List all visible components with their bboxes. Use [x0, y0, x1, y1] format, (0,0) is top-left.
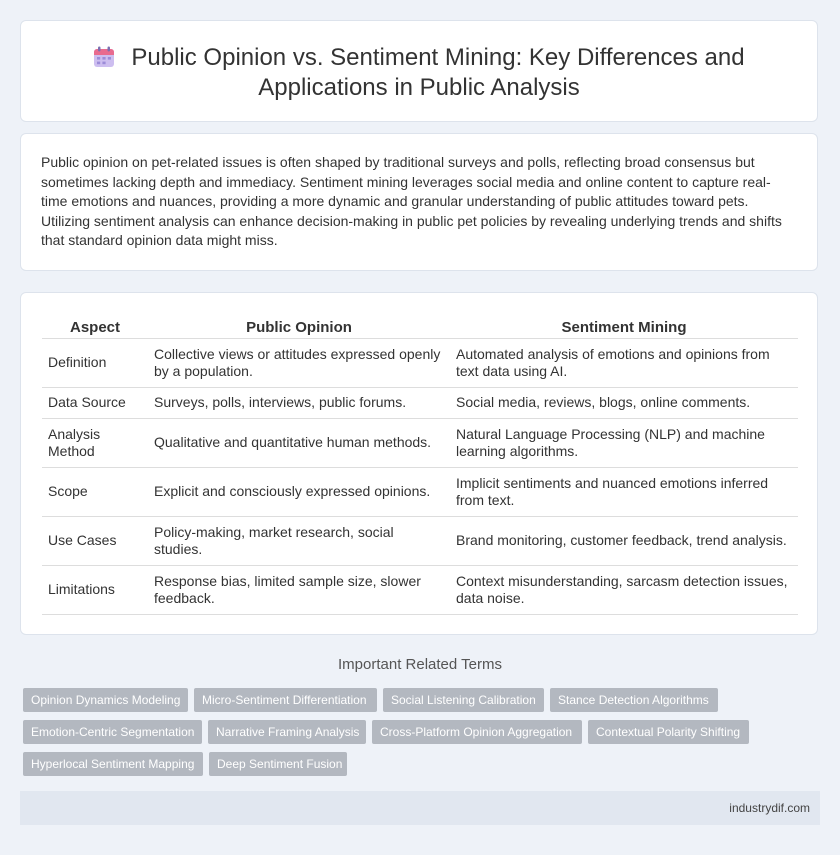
tag-emotion-centric-segmentation[interactable]: Emotion-Centric Segmentation	[23, 720, 202, 744]
table-row	[42, 468, 798, 517]
title-line-1: Public Opinion vs. Sentiment Mining: Key Differences and	[131, 44, 745, 71]
row-sentiment-mining: Social media, reviews, blogs, online comments.	[450, 388, 798, 419]
row-aspect: Use Cases	[42, 517, 148, 566]
tag-deep-sentiment-fusion[interactable]: Deep Sentiment Fusion	[209, 752, 347, 776]
header-aspect: Aspect	[42, 314, 148, 339]
table-row	[42, 566, 798, 615]
table-row	[42, 419, 798, 468]
table-row	[42, 339, 798, 388]
tag-contextual-polarity-shifting[interactable]: Contextual Polarity Shifting	[588, 720, 749, 744]
comparison-table	[42, 314, 798, 615]
row-public-opinion: Collective views or attitudes expressed openly by a population.	[148, 339, 450, 388]
title-line-2: Applications in Public Analysis	[258, 74, 580, 101]
title-card	[20, 20, 818, 122]
row-aspect: Data Source	[42, 388, 148, 419]
table-row	[42, 517, 798, 566]
row-aspect: Limitations	[42, 566, 148, 615]
row-public-opinion: Surveys, polls, interviews, public forums.	[148, 388, 450, 419]
tag-opinion-dynamics-modeling[interactable]: Opinion Dynamics Modeling	[23, 688, 188, 712]
row-sentiment-mining: Implicit sentiments and nuanced emotions inferred from text.	[450, 468, 798, 517]
row-aspect: Definition	[42, 339, 148, 388]
tag-cross-platform-opinion-aggregation[interactable]: Cross-Platform Opinion Aggregation	[372, 720, 582, 744]
row-sentiment-mining: Natural Language Processing (NLP) and machine learning algorithms.	[450, 419, 798, 468]
row-public-opinion: Policy-making, market research, social studies.	[148, 517, 450, 566]
page-title	[21, 43, 817, 103]
row-public-opinion: Qualitative and quantitative human methods.	[148, 419, 450, 468]
related-terms-heading: Important Related Terms	[338, 656, 502, 673]
intro-paragraph: Public opinion on pet-related issues is often shaped by traditional surveys and polls, reflecting broad consensus but sometimes lacking depth and immediacy. Sentiment mining leverages social media and online content to capture real-time emotions and nuances, providing a more dynamic and granular understanding of public attitudes toward pets. Utilizing sentiment analysis can enhance decision-making in public pet policies by revealing underlying trends and shifts that standard opinion data might miss.	[41, 154, 782, 249]
tag-narrative-framing-analysis[interactable]: Narrative Framing Analysis	[208, 720, 366, 744]
tag-stance-detection-algorithms[interactable]: Stance Detection Algorithms	[550, 688, 718, 712]
footer-site-link[interactable]: industrydif.com	[729, 801, 810, 815]
table-header-row	[42, 314, 798, 339]
row-sentiment-mining: Brand monitoring, customer feedback, trend analysis.	[450, 517, 798, 566]
comparison-card	[20, 292, 818, 635]
calendar-icon	[93, 46, 115, 68]
tag-social-listening-calibration[interactable]: Social Listening Calibration	[383, 688, 544, 712]
header-sentiment-mining: Sentiment Mining	[450, 314, 798, 339]
row-public-opinion: Response bias, limited sample size, slower feedback.	[148, 566, 450, 615]
tag-hyperlocal-sentiment-mapping[interactable]: Hyperlocal Sentiment Mapping	[23, 752, 203, 776]
tag-micro-sentiment-differentiation[interactable]: Micro-Sentiment Differentiation	[194, 688, 377, 712]
row-aspect: Scope	[42, 468, 148, 517]
row-public-opinion: Explicit and consciously expressed opinions.	[148, 468, 450, 517]
header-public-opinion: Public Opinion	[148, 314, 450, 339]
row-sentiment-mining: Context misunderstanding, sarcasm detection issues, data noise.	[450, 566, 798, 615]
intro-card	[20, 133, 818, 271]
footer	[20, 791, 820, 825]
row-sentiment-mining: Automated analysis of emotions and opinions from text data using AI.	[450, 339, 798, 388]
table-row	[42, 388, 798, 419]
row-aspect: Analysis Method	[42, 419, 148, 468]
